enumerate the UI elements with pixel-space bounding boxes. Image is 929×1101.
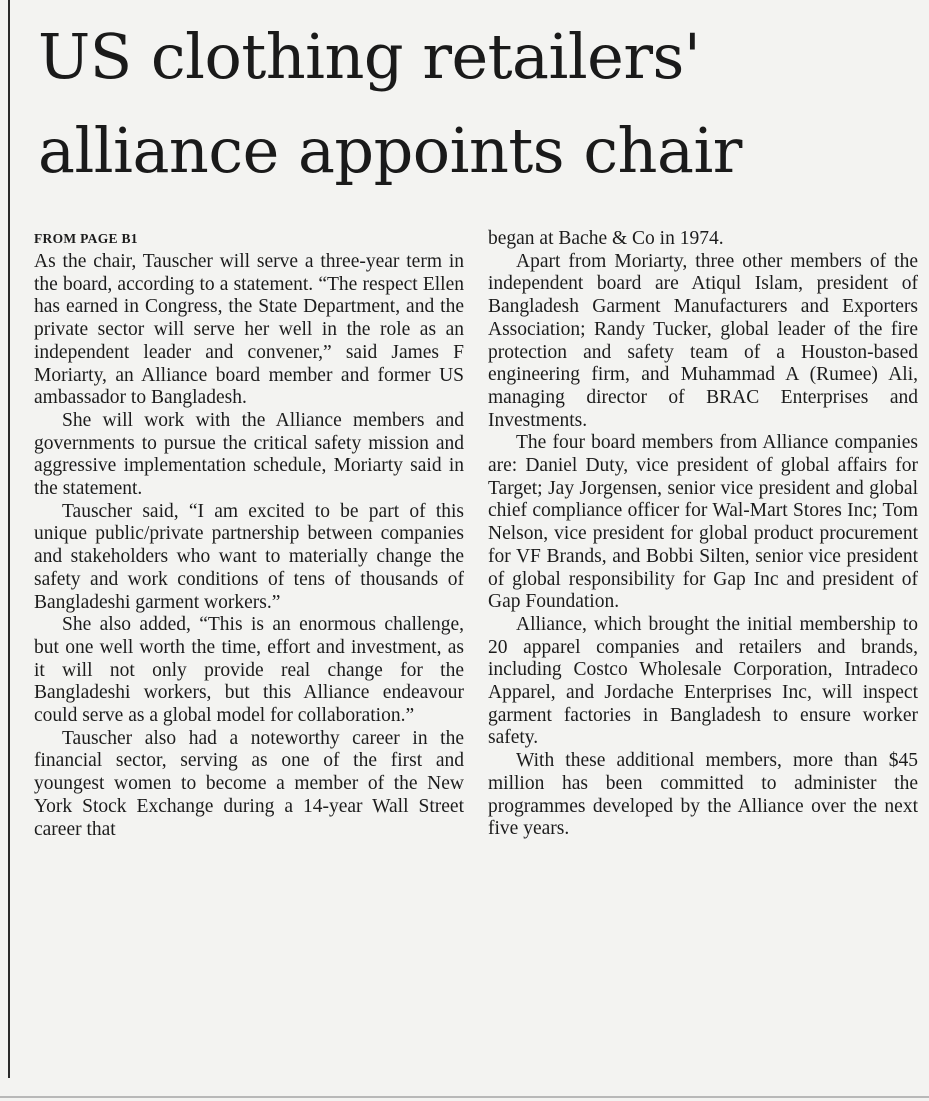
- paragraph: The four board members from Alliance companies are: Daniel Duty, vice president of global affairs for Target; Jay Jorgensen, senior vice president and global chief compliance officer for Wal-Mart Stores Inc; Tom Nelson, vice president for global product procurement for VF Brands, and Bobbi Silten, senior vice president of global responsibility for Gap Inc and president of Gap Foundation.: [488, 432, 918, 613]
- bottom-border: [0, 1096, 929, 1098]
- paragraph: With these additional members, more than $45 million has been committed to administer the programmes developed by the Alliance over the next five years.: [488, 750, 918, 840]
- paragraph: Tauscher also had a noteworthy career in the financial sector, serving as one of the first and youngest women to become a member of the New York Stock Exchange during a 14-year Wall Street career that: [34, 727, 464, 840]
- paragraph: As the chair, Tauscher will serve a three-year term in the board, according to a statement. “The respect Ellen has earned in Congress, the State Department, and the private sector will serve her well in the role as an independent leader and convener,” said James F Moriarty, an Alliance board member and former US ambassador to Bangladesh.: [34, 251, 464, 409]
- paragraph: She also added, “This is an enormous challenge, but one well worth the time, effort and investment, as it will not only provide real change for the Bangladeshi workers, but this Alliance endeavour could serve as a global model for collaboration.”: [34, 614, 464, 727]
- headline-line-1: US clothing retailers': [38, 20, 701, 93]
- paragraph-continued: began at Bache & Co in 1974.: [488, 228, 724, 249]
- headline: [38, 10, 918, 198]
- column-rule-left: [8, 0, 10, 1078]
- continuation-kicker: FROM PAGE B1: [34, 231, 138, 246]
- article-column-left: [34, 228, 464, 841]
- paragraph: She will work with the Alliance members and governments to pursue the critical safety mission and aggressive implementation schedule, Moriarty said in the statement.: [34, 409, 464, 500]
- article-column-right: [488, 228, 918, 841]
- paragraph: Alliance, which brought the initial membership to 20 apparel companies and retailers and brands, including Costco Wholesale Corporation, Intradeco Apparel, and Jordache Enterprises Inc, will inspect garment factories in Bangladesh to ensure worker safety.: [488, 613, 918, 749]
- headline-line-2: alliance appoints chair: [38, 114, 742, 187]
- paragraph: Apart from Moriarty, three other members of the independent board are Atiqul Islam, president of Bangladesh Garment Manufacturers and Exporters Association; Randy Tucker, global leader of the fire protection and safety team of a Houston-based engineering firm, and Muhammad A (Rumee) Ali, managing director of BRAC Enterprises and Investments.: [488, 250, 918, 431]
- paragraph: Tauscher said, “I am excited to be part of this unique public/private partnership between companies and stakeholders who want to materially change the safety and work conditions of tens of thousands of Bangladeshi garment workers.”: [34, 500, 464, 613]
